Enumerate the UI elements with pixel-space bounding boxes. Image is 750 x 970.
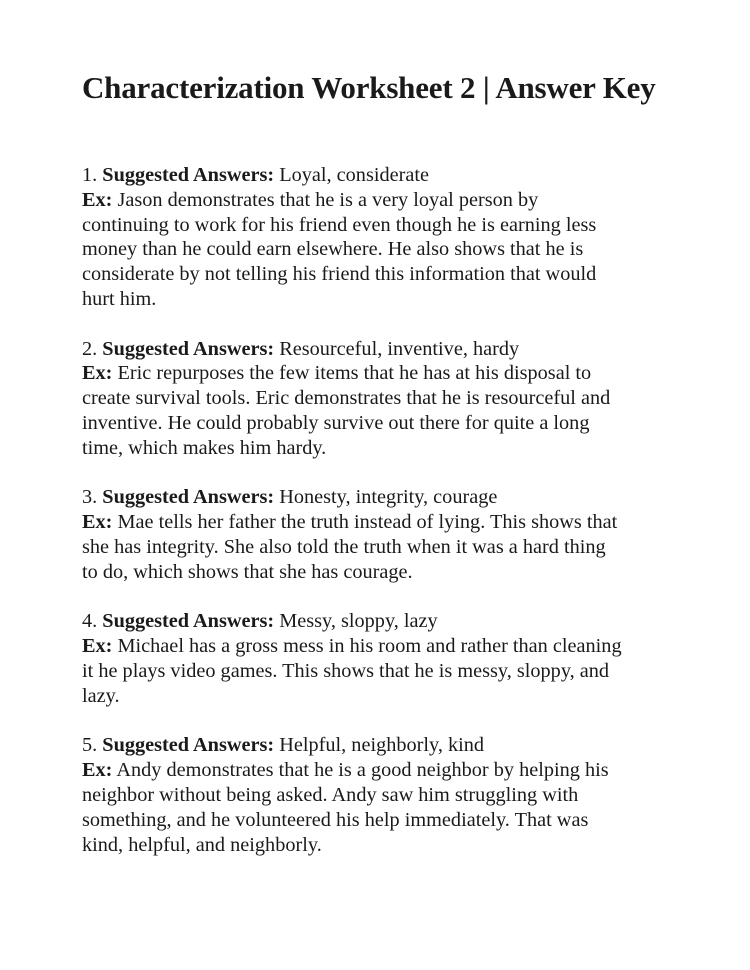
explanation-text: kind, helpful, and neighborly.: [82, 833, 322, 856]
answer-list: [82, 163, 702, 882]
item-number: 2.: [82, 337, 98, 360]
explanation-text: hurt him.: [82, 287, 157, 310]
explanation-line: [82, 213, 702, 238]
explanation-line: [82, 535, 702, 560]
explanation-text: considerate by not telling his friend this information that would: [82, 263, 597, 286]
explanation-text: lazy.: [82, 684, 120, 707]
answer-item: [82, 609, 702, 708]
explanation-line: [82, 560, 702, 585]
suggested-answers-label: Suggested Answers:: [102, 610, 275, 633]
item-number: 5.: [82, 734, 98, 757]
explanation-text: Michael has a gross mess in his room and rather than cleaning: [117, 635, 622, 658]
explanation-line: [82, 287, 702, 312]
explanation-text: neighbor without being asked. Andy saw him struggling with: [82, 783, 579, 806]
ex-label: Ex:: [82, 635, 113, 658]
explanation-line: [82, 783, 702, 808]
ex-label: Ex:: [82, 362, 113, 385]
answer-heading: [82, 163, 702, 188]
explanation-text: continuing to work for his friend even though he is earning less: [82, 213, 597, 236]
suggested-answers: Resourceful, inventive, hardy: [279, 337, 520, 360]
answer-heading: [82, 485, 702, 510]
explanation-text: to do, which shows that she has courage.: [82, 560, 413, 583]
explanation-line: [82, 758, 702, 783]
suggested-answers: Messy, sloppy, lazy: [279, 610, 438, 633]
explanation-text: it he plays video games. This shows that he is messy, sloppy, and: [82, 659, 610, 682]
explanation-text: Mae tells her father the truth instead of lying. This shows that: [117, 511, 618, 534]
explanation-line: [82, 262, 702, 287]
explanation-text: money than he could earn elsewhere. He also shows that he is: [82, 238, 584, 261]
explanation-text: inventive. He could probably survive out there for quite a long: [82, 411, 590, 434]
explanation-text: something, and he volunteered his help immediately. That was: [82, 808, 589, 831]
answer-heading: [82, 733, 702, 758]
item-number: 3.: [82, 486, 98, 509]
explanation-text: Eric repurposes the few items that he has at his disposal to: [117, 362, 592, 385]
explanation-line: [82, 510, 702, 535]
answer-heading: [82, 337, 702, 362]
suggested-answers-label: Suggested Answers:: [102, 486, 275, 509]
answer-heading: [82, 609, 702, 634]
explanation-line: [82, 684, 702, 709]
item-number: 1.: [82, 164, 98, 186]
explanation-text: she has integrity. She also told the truth when it was a hard thing: [82, 535, 606, 558]
explanation-line: [82, 634, 702, 659]
ex-label: Ex:: [82, 188, 113, 211]
ex-label: Ex:: [82, 759, 113, 782]
suggested-answers-label: Suggested Answers:: [102, 337, 275, 360]
answer-item: [82, 485, 702, 584]
answer-item: [82, 163, 702, 312]
explanation-line: [82, 808, 702, 833]
explanation-text: time, which makes him hardy.: [82, 436, 327, 459]
suggested-answers: Helpful, neighborly, kind: [279, 734, 485, 757]
explanation-line: [82, 386, 702, 411]
explanation-line: [82, 237, 702, 262]
page-title: Characterization Worksheet 2 | Answer Key: [82, 70, 656, 105]
explanation-line: [82, 411, 702, 436]
explanation-line: [82, 436, 702, 461]
explanation-line: [82, 833, 702, 858]
explanation-line: [82, 659, 702, 684]
explanation-text: create survival tools. Eric demonstrates that he is resourceful and: [82, 387, 611, 410]
suggested-answers: Honesty, integrity, courage: [279, 486, 498, 509]
item-number: 4.: [82, 610, 98, 633]
explanation-line: [82, 361, 702, 386]
answer-item: [82, 337, 702, 461]
explanation-text: Andy demonstrates that he is a good neighbor by helping his: [116, 759, 609, 782]
explanation-line: [82, 188, 702, 213]
ex-label: Ex:: [82, 511, 113, 534]
suggested-answers: Loyal, considerate: [279, 164, 430, 186]
explanation-text: Jason demonstrates that he is a very loyal person by: [117, 188, 539, 211]
suggested-answers-label: Suggested Answers:: [102, 734, 275, 757]
answer-item: [82, 733, 702, 857]
suggested-answers-label: Suggested Answers:: [102, 164, 275, 186]
